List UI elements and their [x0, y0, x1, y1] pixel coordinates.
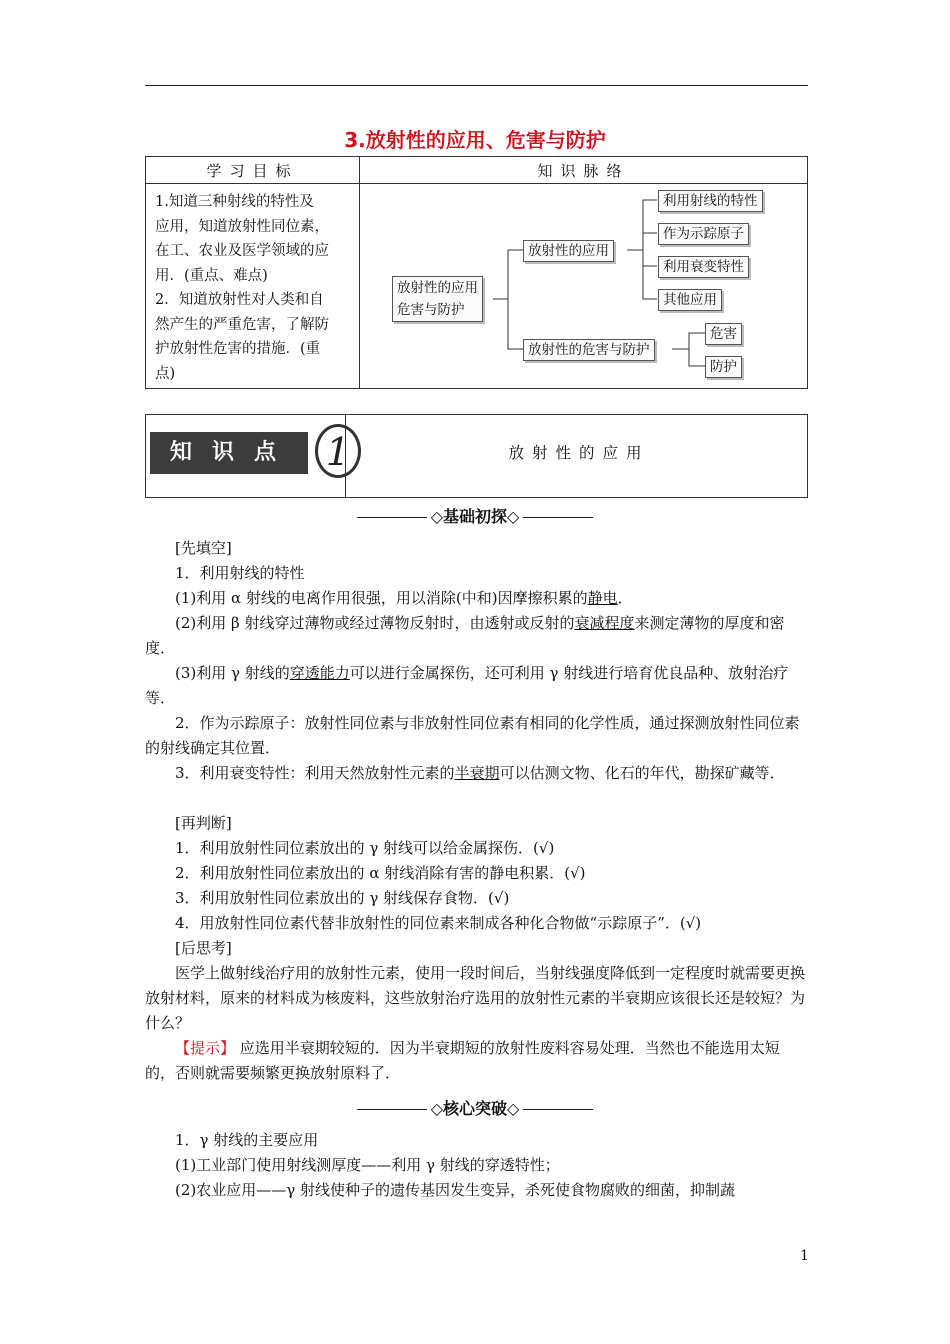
knowledge-map-connectors: [0, 0, 950, 400]
goal-line: 在工、农业及医学领域的应: [155, 243, 329, 259]
blank-answer: 衰减程度: [574, 614, 635, 632]
divider: [357, 1109, 427, 1110]
divider: [523, 1109, 593, 1110]
page-title: 3.放射性的应用、危害与防护: [344, 128, 606, 152]
goal-line: 护放射性危害的措施．(重: [155, 341, 321, 357]
divider: [523, 517, 593, 518]
blank-answer: 半衰期: [454, 764, 500, 782]
section-heading-basics: ◇基础初探◇: [0, 504, 950, 527]
fill-blank-label: [先填空]: [175, 539, 232, 557]
map-branch-harm: 放射性的危害与防护: [523, 339, 655, 361]
core-item: (2)农业应用——γ 射线使种子的遗传基因发生变异，杀死使食物腐败的细菌，抑制蔬: [175, 1181, 735, 1199]
judge-item: 4．用放射性同位素代替非放射性的同位素来制成各种化合物做“示踪原子”．(√): [175, 914, 702, 932]
core-item: (1)工业部门使用射线测厚度——利用 γ 射线的穿透特性；: [175, 1156, 560, 1174]
judge-label: [再判断]: [175, 814, 232, 832]
goal-line: 然产生的严重危害，了解防: [155, 316, 329, 333]
map-leaf: 其他应用: [658, 289, 722, 311]
map-branch-application: 放射性的应用: [523, 240, 614, 262]
judge-item: 1．利用放射性同位素放出的 γ 射线可以给金属探伤．(√): [175, 839, 555, 857]
divider: [357, 517, 427, 518]
think-question: 医学上做射线治疗用的放射性元素，使用一段时间后，当射线强度降低到一定程度时就需要更换放射材料，原来的材料成为核废料，这些放射治疗选用的放射性元素的半衰期应该很长还是较短？为什么？: [145, 964, 806, 1032]
goal-line: 应用，知道放射性同位素，: [155, 218, 329, 235]
page-number: 1: [800, 1248, 809, 1264]
tip-label: 【提示】: [175, 1039, 236, 1057]
map-root: 放射性的应用 危害与防护: [392, 276, 483, 322]
map-leaf: 作为示踪原子: [658, 223, 749, 245]
goal-line: 1.知道三种射线的特性及: [155, 194, 314, 210]
think-label: [后思考]: [175, 939, 232, 957]
goal-line: 点): [155, 365, 176, 382]
fill-blank-item: (1)利用 α 射线的电离作用很强，用以消除(中和)因摩擦积累的静电．: [175, 589, 633, 607]
knowledge-map-header: 知识脉络: [360, 157, 808, 184]
core-heading: 1．γ 射线的主要应用: [175, 1131, 319, 1149]
objectives-header: 学习目标: [146, 157, 360, 184]
fill-blank-paragraph: 2．作为示踪原子：放射性同位素与非放射性同位素有相同的化学性质，通过探测放射性同位素的射线确定其位置．: [145, 714, 800, 757]
fill-blank-paragraph: 3．利用衰变特性：利用天然放射性元素的半衰期可以估测文物、化石的年代，勘探矿藏等．: [175, 764, 785, 782]
map-leaf: 利用衰变特性: [658, 256, 749, 278]
banner-divider: [345, 414, 346, 498]
blank-answer: 穿透能力: [289, 664, 350, 682]
map-leaf: 防护: [705, 356, 742, 378]
map-leaf: 利用射线的特性: [658, 190, 763, 212]
goal-line: 用．(重点、难点): [155, 267, 268, 284]
tip-paragraph: 【提示】 应选用半衰期较短的．因为半衰期短的放射性废料容易处理．当然也不能选用太短的，否则就需要频繁更换放射原料了．: [145, 1039, 780, 1082]
knowledge-point-number: 1: [315, 424, 361, 478]
fill-blank-item: (3)利用 γ 射线的穿透能力可以进行金属探伤，还可利用 γ 射线进行培育优良品种、放射治疗等．: [145, 664, 789, 707]
fill-blank-heading: 1．利用射线的特性: [175, 564, 305, 582]
judge-item: 2．利用放射性同位素放出的 α 射线消除有害的静电积累．(√): [175, 864, 586, 882]
knowledge-point-badge: 知识点: [150, 432, 308, 474]
section-heading-core: ◇核心突破◇: [0, 1096, 950, 1119]
blank-answer: 静电: [587, 589, 618, 607]
goal-line: 2．知道放射性对人类和自: [155, 292, 324, 308]
judge-item: 3．利用放射性同位素放出的 γ 射线保存食物．(√): [175, 889, 510, 907]
map-leaf: 危害: [705, 323, 742, 345]
fill-blank-item: (2)利用 β 射线穿过薄物或经过薄物反射时，由透射或反射的衰减程度来测定薄物的厚度和密度．: [145, 614, 785, 657]
knowledge-point-topic: 放射性的应用: [508, 444, 650, 462]
